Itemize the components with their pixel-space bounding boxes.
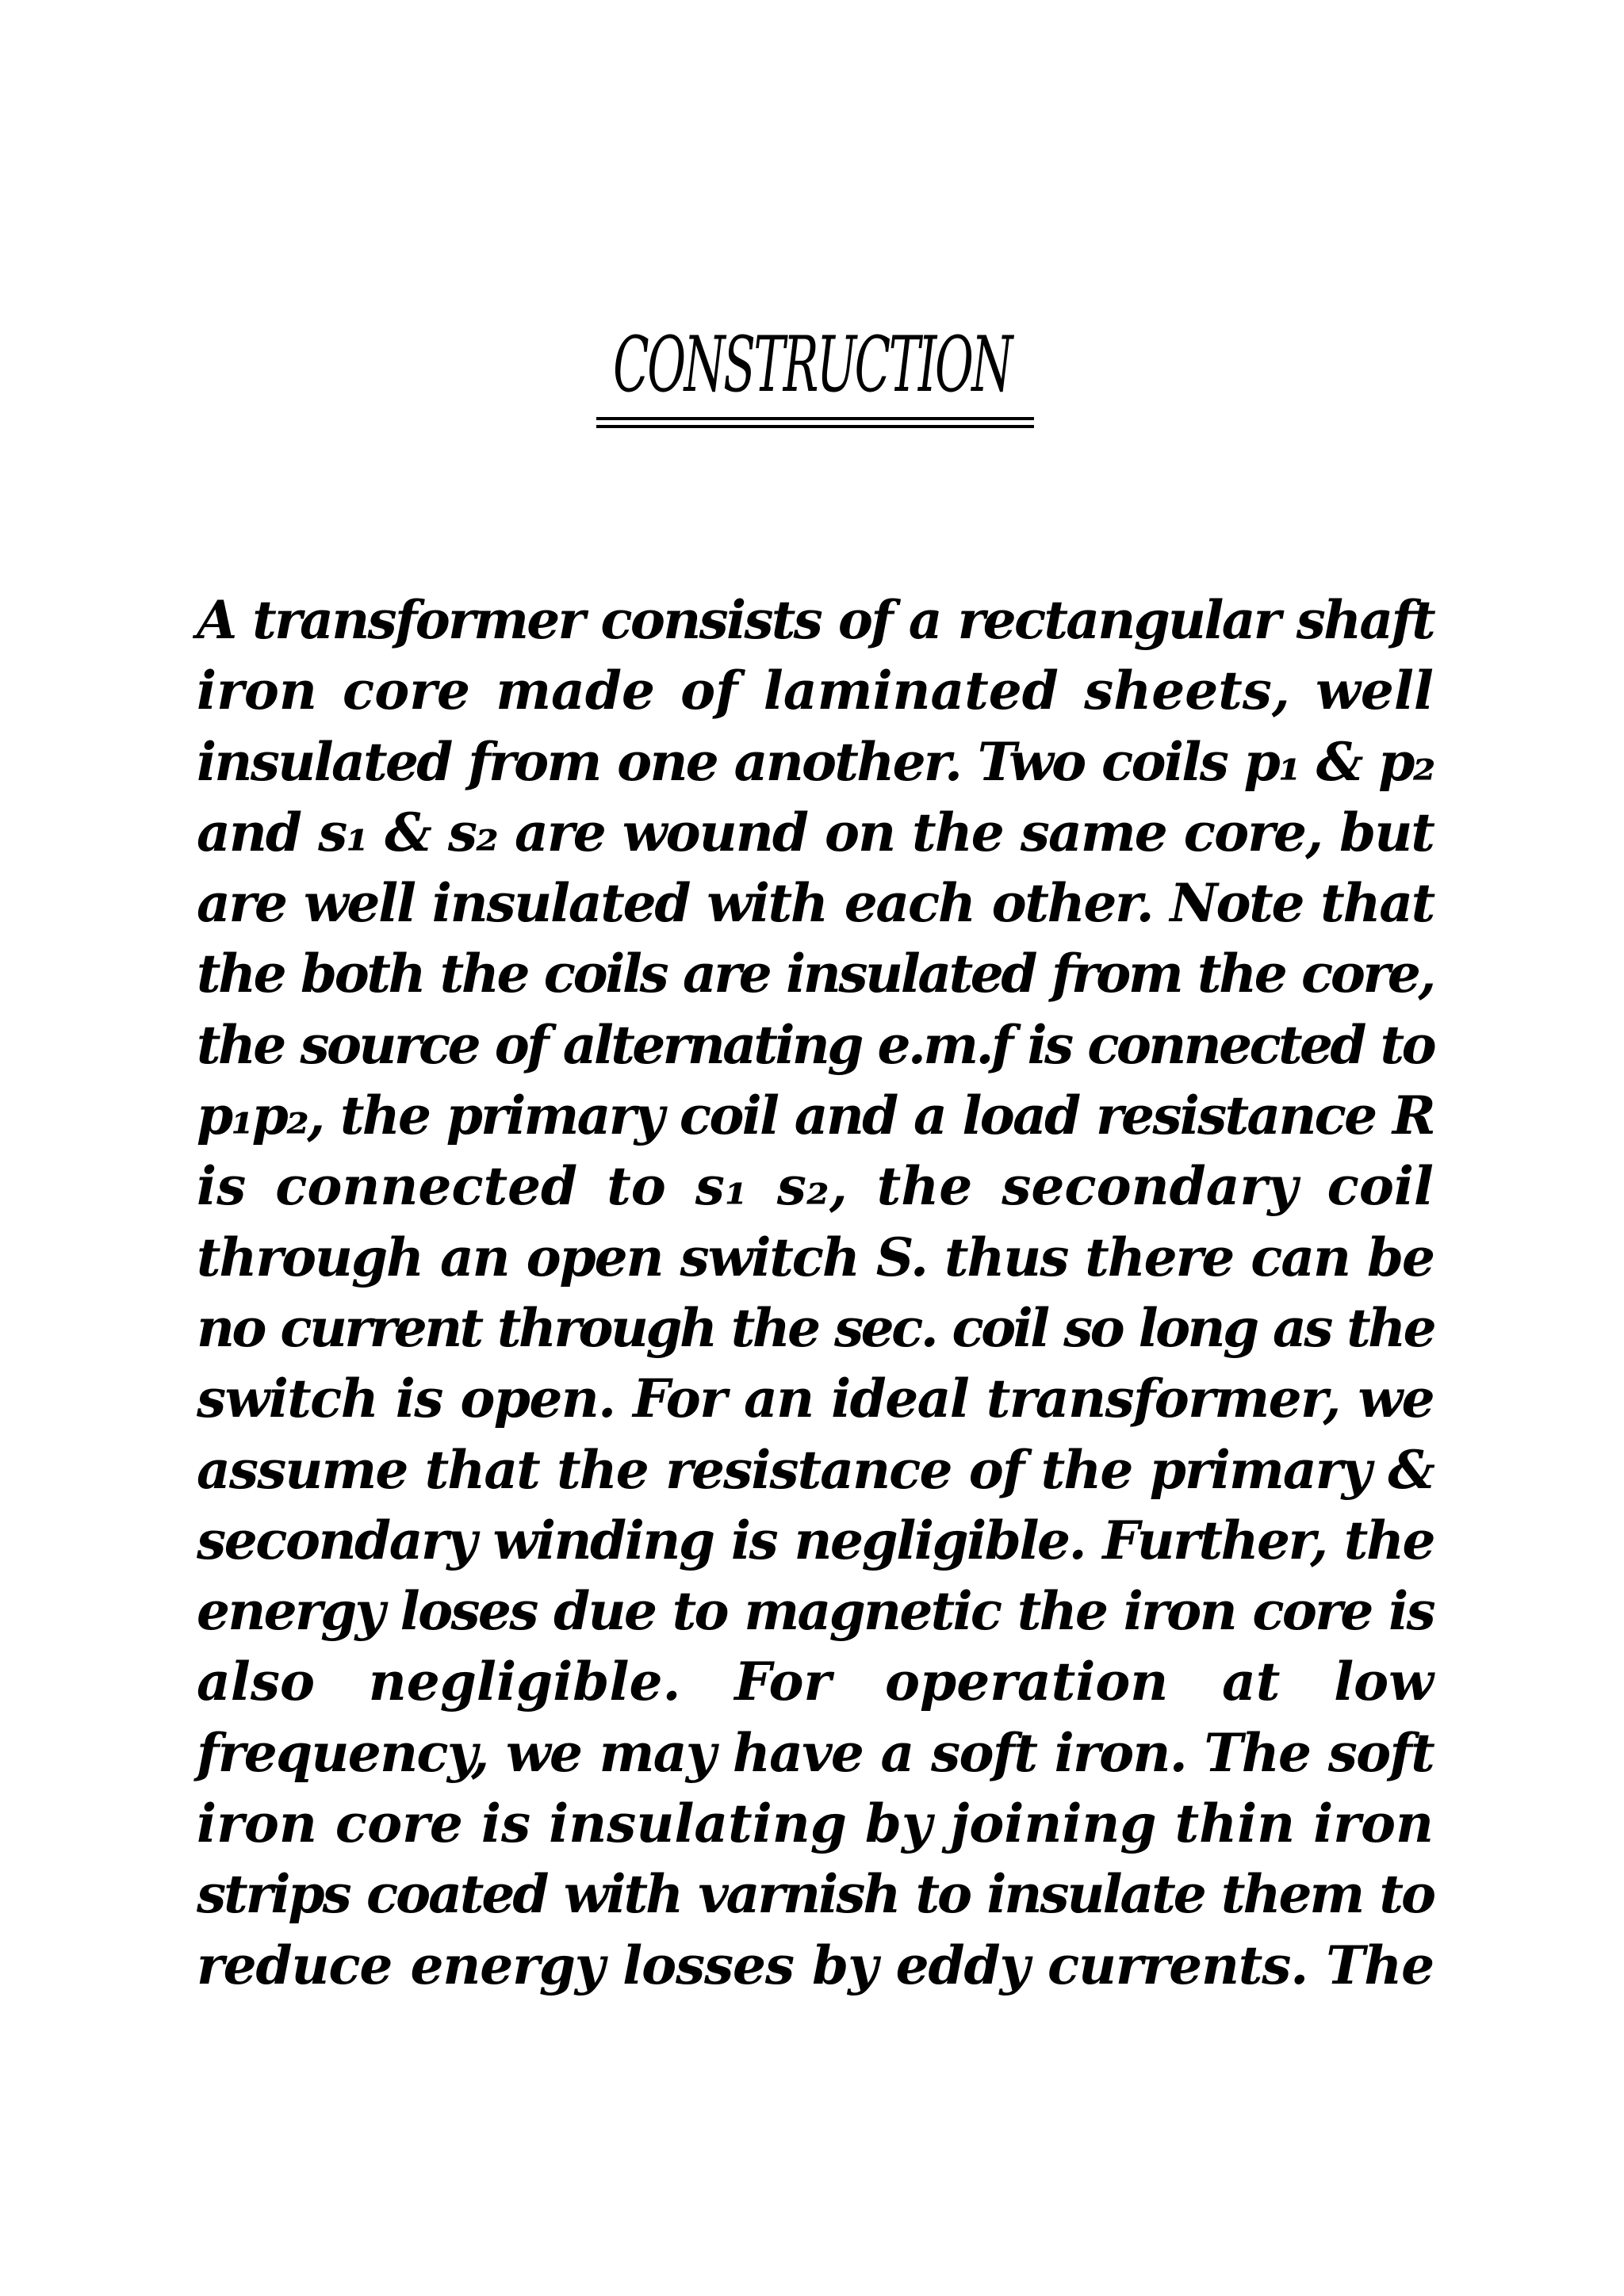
- paragraph-line: and s₁ & s₂ are wound on the same core, but: [197, 801, 1434, 863]
- paragraph-line: assume that the resistance of the primary &: [197, 1438, 1434, 1501]
- paragraph-line: the source of alternating e.m.f is connected to: [197, 1013, 1434, 1076]
- paragraph-line: the both the coils are insulated from the core,: [197, 943, 1434, 1005]
- paragraph-line: frequency, we may have a soft iron. The soft: [197, 1721, 1434, 1784]
- paragraph-line: switch is open. For an ideal transformer, we: [197, 1368, 1434, 1430]
- paragraph-line: no current through the sec. coil so long as the: [197, 1296, 1434, 1359]
- paragraph-line: is connected to s₁ s₂, the secondary coil: [197, 1155, 1434, 1218]
- paragraph-line: reduce energy losses by eddy currents. The: [197, 1934, 1434, 1996]
- paragraph-line: p₁p₂, the primary coil and a load resistance R: [197, 1085, 1434, 1147]
- paragraph-line: iron core is insulating by joining thin iron: [197, 1793, 1434, 1855]
- page-title: CONSTRUCTION: [613, 320, 1011, 409]
- title-underline-top: [596, 417, 1034, 420]
- body-paragraph: [197, 585, 1434, 2001]
- paragraph-line: A transformer consists of a rectangular shaft: [197, 589, 1434, 651]
- paragraph-line: iron core made of laminated sheets, well: [197, 660, 1434, 722]
- paragraph-line: through an open switch S. thus there can be: [197, 1226, 1434, 1288]
- paragraph-line: energy loses due to magnetic the iron core is: [197, 1580, 1434, 1643]
- title-underline-bottom: [596, 425, 1034, 428]
- paragraph-line: are well insulated with each other. Note that: [197, 872, 1434, 935]
- paragraph-line: secondary winding is negligible. Further, the: [197, 1509, 1434, 1571]
- paragraph-line: insulated from one another. Two coils p₁ & p₂: [197, 730, 1434, 793]
- paragraph-line: strips coated with varnish to insulate them to: [197, 1863, 1434, 1926]
- paragraph-line: also negligible. For operation at low: [197, 1651, 1434, 1713]
